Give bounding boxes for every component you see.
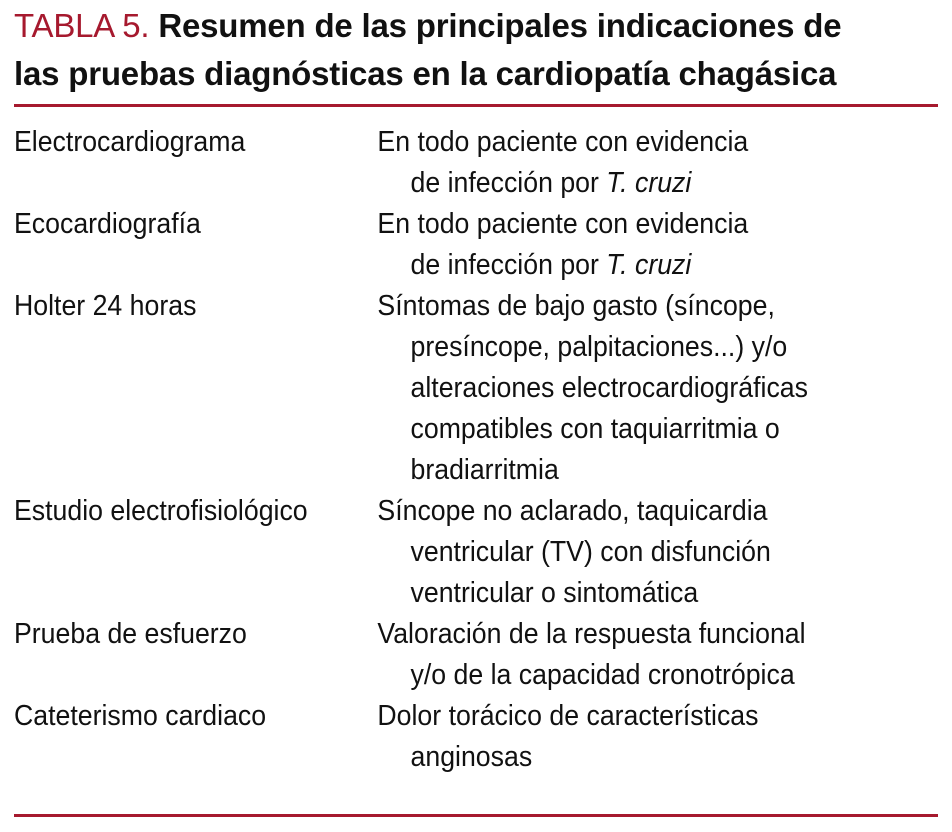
- title-line-1: [14, 2, 944, 50]
- indication-line: Síncope no aclarado, taquicardia: [377, 495, 768, 527]
- indication-text: [377, 491, 864, 614]
- indication-line: anginosas: [410, 741, 533, 773]
- indication-text: [377, 122, 864, 204]
- table-row: [14, 122, 864, 204]
- indication-line: ventricular o sintomática: [410, 577, 699, 609]
- table-row: [14, 491, 864, 614]
- indication-line: bradiarritmia: [410, 454, 559, 486]
- table-title: [14, 2, 944, 98]
- top-rule: [14, 104, 938, 107]
- table-row: [14, 286, 864, 491]
- indication-line: ventricular (TV) con disfunción: [410, 536, 771, 568]
- indication-line: y/o de la capacidad cronotrópica: [410, 659, 795, 691]
- test-name: Electrocardiograma: [14, 126, 246, 158]
- species-name: T. cruzi: [606, 249, 692, 281]
- table-row: [14, 614, 864, 696]
- test-name: Holter 24 horas: [14, 290, 197, 322]
- indication-text: [377, 204, 864, 286]
- test-name: Cateterismo cardiaco: [14, 700, 267, 732]
- indication-line: Síntomas de bajo gasto (síncope,: [377, 290, 775, 322]
- indication-line: compatibles con taquiarritmia o: [410, 413, 780, 445]
- indication-text: [377, 286, 864, 491]
- indication-line: En todo paciente con evidencia: [377, 126, 749, 158]
- bottom-rule: [14, 814, 938, 817]
- table-label: TABLA 5.: [14, 7, 150, 44]
- indication-line: Dolor torácico de características: [377, 700, 759, 732]
- title-text-line-1: Resumen de las principales indicaciones de: [158, 7, 842, 44]
- indication-line: presíncope, palpitaciones...) y/o: [410, 331, 788, 363]
- indication-line-prefix: de infección por: [410, 249, 607, 281]
- indication-line: [377, 245, 864, 286]
- indication-line: Valoración de la respuesta funcional: [377, 618, 806, 650]
- title-text-line-2: las pruebas diagnósticas en la cardiopatía chagásica: [14, 55, 837, 92]
- indications-table: [14, 122, 864, 778]
- indication-line: [377, 163, 864, 204]
- test-name: Ecocardiografía: [14, 208, 201, 240]
- indication-text: [377, 696, 864, 778]
- table-row: [14, 204, 864, 286]
- indication-line-prefix: de infección por: [410, 167, 607, 199]
- test-name: Estudio electrofisiológico: [14, 495, 308, 527]
- indication-line: En todo paciente con evidencia: [377, 208, 749, 240]
- indication-text: [377, 614, 864, 696]
- table-row: [14, 696, 864, 778]
- test-name: Prueba de esfuerzo: [14, 618, 247, 650]
- species-name: T. cruzi: [606, 167, 692, 199]
- indication-line: alteraciones electrocardiográficas: [410, 372, 808, 404]
